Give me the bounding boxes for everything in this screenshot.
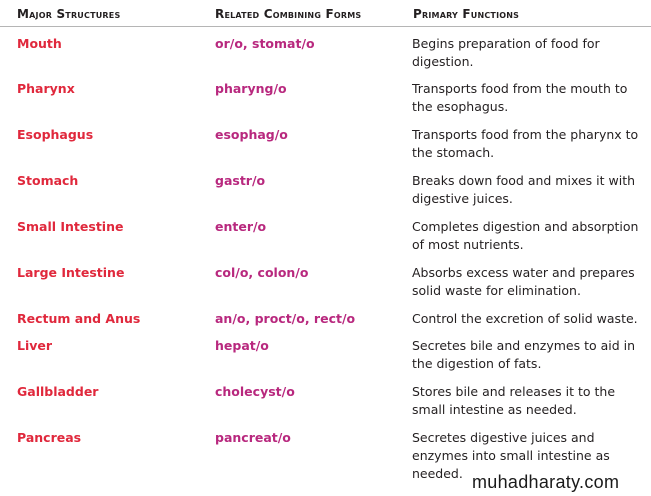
structure-cell: Large Intestine xyxy=(17,265,125,280)
function-cell: Secretes digestive juices and enzymes into small intestine as needed. xyxy=(412,430,610,481)
combining-form-cell: pharyng/o xyxy=(215,81,287,96)
structure-cell: Rectum and Anus xyxy=(17,311,141,326)
structure-cell: Small Intestine xyxy=(17,219,124,234)
structure-cell: Liver xyxy=(17,338,53,353)
header-combining-forms: Related Combining Forms xyxy=(215,7,362,21)
function-cell: Transports food from the mouth to the esophagus. xyxy=(412,81,628,114)
structure-cell: Gallbladder xyxy=(17,384,99,399)
function-cell: Absorbs excess water and prepares solid waste for elimination. xyxy=(412,265,635,298)
structure-cell: Pancreas xyxy=(17,430,82,445)
function-cell: Breaks down food and mixes it with digestive juices. xyxy=(412,173,636,206)
combining-form-cell: an/o, proct/o, rect/o xyxy=(215,311,356,326)
function-cell: Completes digestion and absorption of most nutrients. xyxy=(412,219,639,252)
combining-form-cell: gastr/o xyxy=(215,173,266,188)
function-cell: Begins preparation of food for digestion. xyxy=(412,36,600,69)
header-major-structures: Major Structures xyxy=(17,7,121,21)
combining-form-cell: pancreat/o xyxy=(215,430,291,445)
structure-cell: Mouth xyxy=(17,36,62,51)
function-cell: Control the excretion of solid waste. xyxy=(412,311,638,326)
combining-form-cell: enter/o xyxy=(215,219,267,234)
combining-form-cell: col/o, colon/o xyxy=(215,265,309,280)
function-cell: Transports food from the pharynx to the stomach. xyxy=(412,127,639,160)
structure-cell: Stomach xyxy=(17,173,79,188)
header-divider xyxy=(0,26,651,27)
watermark-logo: muhadharaty.com xyxy=(472,472,620,492)
combining-form-cell: esophag/o xyxy=(215,127,288,142)
header-primary-functions: Primary Functions xyxy=(413,7,520,21)
combining-form-cell: hepat/o xyxy=(215,338,269,353)
combining-form-cell: cholecyst/o xyxy=(215,384,295,399)
combining-form-cell: or/o, stomat/o xyxy=(215,36,315,51)
structure-cell: Pharynx xyxy=(17,81,75,96)
function-cell: Stores bile and releases it to the small intestine as needed. xyxy=(412,384,616,417)
function-cell: Secretes bile and enzymes to aid in the digestion of fats. xyxy=(412,338,636,371)
structure-cell: Esophagus xyxy=(17,127,94,142)
